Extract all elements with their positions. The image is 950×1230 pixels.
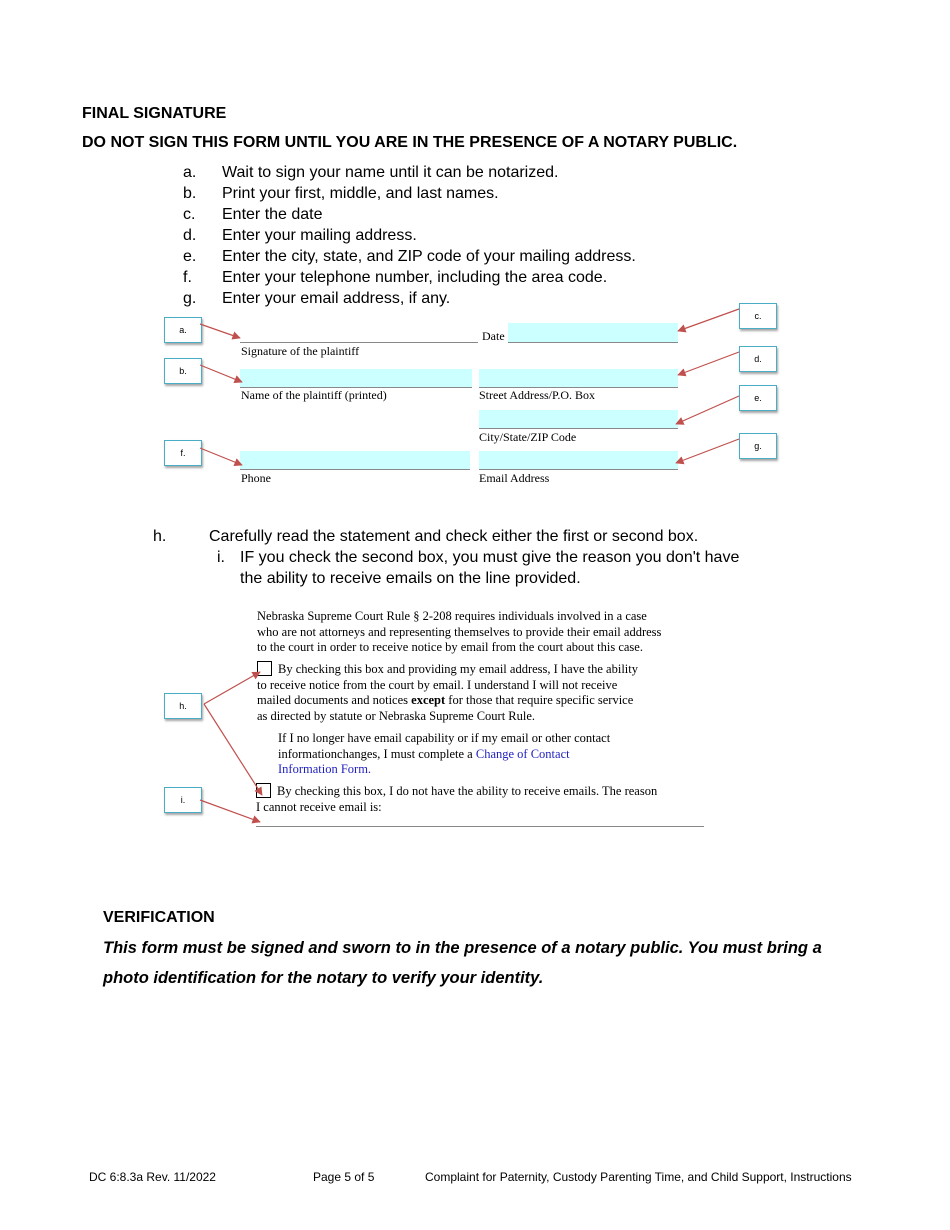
arrow-d: [678, 352, 739, 375]
option1-line: for those that require specific service: [445, 693, 634, 707]
step-letter: d.: [183, 227, 197, 244]
footer-page-number: Page 5 of 5: [313, 1170, 375, 1184]
arrow-i: [200, 800, 260, 822]
final-signature-heading: FINAL SIGNATURE: [82, 105, 227, 122]
footer-form-id: DC 6:8.3a Rev. 11/2022: [89, 1170, 216, 1184]
change-of-contact-link[interactable]: Change of Contact: [475, 746, 570, 761]
option1-line: By checking this box and providing my email address, I have the ability: [278, 662, 638, 676]
option1-line: mailed documents and notices: [257, 693, 412, 707]
step-letter: a.: [183, 164, 197, 181]
option2-line: By checking this box, I do not have the ability to receive emails. The reason: [277, 784, 658, 798]
callout-d: d.: [739, 346, 777, 372]
step-text: Enter your mailing address.: [222, 227, 417, 244]
callout-h: h.: [164, 693, 202, 719]
footer-title: Complaint for Paternity, Custody Parenting Time, and Child Support, Instructions: [425, 1170, 852, 1184]
callout-b: b.: [164, 358, 202, 384]
city-state-zip-label: City/State/ZIP Code: [479, 430, 577, 444]
step-text: Print your first, middle, and last names.: [222, 185, 499, 202]
step-text: Enter the date: [222, 206, 323, 223]
step-i-text-2: the ability to receive emails on the line provided.: [240, 570, 581, 587]
rule-line: who are not attorneys and representing themselves to provide their email address: [257, 624, 662, 639]
step-i-text-1: IF you check the second box, you must give the reason you don't have: [240, 549, 740, 566]
callout-e: e.: [739, 385, 777, 411]
verification-line: photo identification for the notary to verify your identity.: [103, 969, 544, 987]
rule-line: Nebraska Supreme Court Rule § 2-208 requires individuals involved in a case: [257, 609, 647, 623]
step-text: Enter your telephone number, including the area code.: [222, 269, 608, 286]
note-line: If I no longer have email capability or if my email or other contact: [278, 731, 611, 745]
street-address-label: Street Address/P.O. Box: [479, 388, 596, 402]
rule-line: to the court in order to receive notice by email from the court about this case.: [257, 640, 643, 654]
arrow-a: [200, 324, 240, 338]
phone-label: Phone: [241, 471, 271, 485]
option2-line: I cannot receive email is:: [256, 799, 382, 814]
option1-line: to receive notice from the court by email. I understand I will not receive: [257, 677, 618, 692]
step-h-letter: h.: [153, 528, 167, 545]
step-i-letter: i.: [217, 549, 225, 566]
step-h-text: Carefully read the statement and check either the first or second box.: [209, 528, 699, 545]
signature-label: Signature of the plaintiff: [241, 344, 360, 358]
arrow-e: [676, 396, 739, 424]
except-emphasis: except: [411, 693, 446, 707]
arrow-h-2: [204, 704, 262, 795]
verification-text: [103, 933, 923, 993]
step-text: Enter the city, state, and ZIP code of your mailing address.: [222, 248, 636, 265]
email-address-label: Email Address: [479, 471, 550, 485]
arrow-f: [200, 448, 242, 465]
option1-line: as directed by statute or Nebraska Supreme Court Rule.: [257, 708, 536, 723]
verification-line: This form must be signed and sworn to in the presence of a notary public. You must bring a: [103, 939, 822, 957]
callout-f: f.: [164, 440, 202, 466]
change-of-contact-link-cont[interactable]: Information Form.: [278, 762, 372, 776]
step-letter: e.: [183, 248, 197, 265]
callout-i: i.: [164, 787, 202, 813]
step-letter: g.: [183, 290, 197, 307]
date-label: Date: [482, 329, 505, 343]
callout-c: c.: [739, 303, 777, 329]
arrow-h-1: [204, 672, 260, 704]
note-line: informationchanges, I must complete a: [278, 746, 476, 761]
arrow-b: [200, 365, 242, 382]
arrow-g: [676, 439, 739, 463]
step-text: Wait to sign your name until it can be notarized.: [222, 164, 559, 181]
arrow-c: [678, 309, 739, 331]
step-letter: b.: [183, 185, 197, 202]
callout-a: a.: [164, 317, 202, 343]
step-letter: f.: [183, 269, 192, 286]
callout-g: g.: [739, 433, 777, 459]
verification-heading: VERIFICATION: [103, 909, 215, 926]
printed-name-label: Name of the plaintiff (printed): [241, 388, 387, 402]
step-letter: c.: [183, 206, 196, 223]
step-text: Enter your email address, if any.: [222, 290, 451, 307]
notary-warning: DO NOT SIGN THIS FORM UNTIL YOU ARE IN THE PRESENCE OF A NOTARY PUBLIC.: [82, 134, 738, 151]
